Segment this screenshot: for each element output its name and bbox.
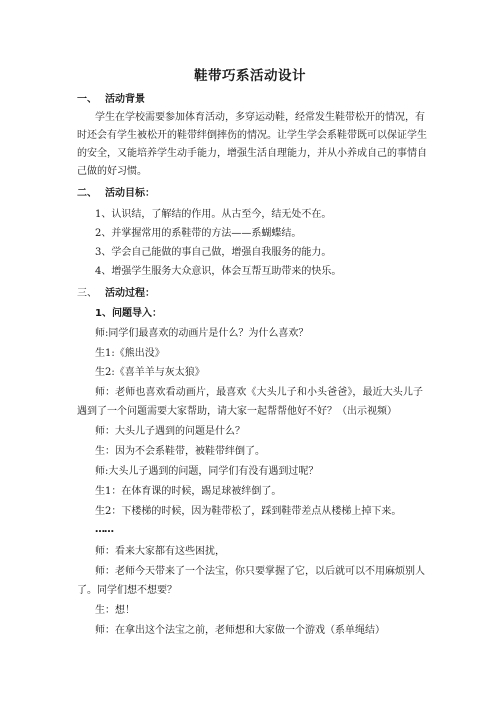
dialogue-line: 师：在拿出这个法宝之前，老师想和大家做一个游戏（系单绳结） [95,625,385,636]
paragraph-line: 时还会有学生被松开的鞋带绊倒摔伤的情况。让学生学会系鞋带既可以保证学生 [77,130,427,141]
section-number: 三、 [77,288,97,299]
section-number: 二、 [77,188,97,199]
section-title: 活动目标： [105,188,155,199]
sub-heading: 1、问题导入： [95,308,162,319]
dialogue-line: 师:大头儿子遇到的问题，同学们有没有遇到过呢？ [95,466,319,477]
paragraph-line: 学生在学校需要参加体育活动，多穿运动鞋，经常发生鞋带松开的情况，有 [95,112,425,123]
dialogue-line: 生2:《喜羊羊与灰太狼》 [95,367,205,378]
section-title: 活动过程： [105,288,155,299]
section-number: 一、 [77,94,97,105]
dialogue-line: 师：看来大家都有这些困扰， [95,546,225,557]
paragraph-line: 己做的好习惯。 [77,166,147,177]
dialogue-line: 生：想！ [95,605,135,616]
paragraph-line: 的安全，又能培养学生动手能力，增强生活自理能力，并从小养成自己的事情自 [77,148,427,159]
dialogue-line: 生：因为不会系鞋带，被鞋带绊倒了。 [95,446,265,457]
dialogue-line: 遇到了一个问题需要大家帮助，请大家一起帮帮他好不好？（出示视频） [77,406,397,417]
dialogue-line: 生1：在体育课的时候，踢足球被绊倒了。 [95,486,282,497]
dialogue-line: 师：老师也喜欢看动画片，最喜欢《大头儿子和小头爸爸》，最近大头儿子 [95,387,423,398]
dialogue-line: 了。同学们想不想要？ [77,585,177,596]
dialogue-line: 师：老师今天带来了一个法宝，你只要掌握了它，以后就可以不用麻烦别人 [95,566,425,577]
dialogue-line: 生1:《熊出没》 [95,348,165,359]
goal-item: 3、学会自己能做的事自己做，增强自我服务的能力。 [95,247,332,258]
goal-item: 4、增强学生服务大众意识，体会互帮互助带来的快乐。 [95,266,342,277]
section-title: 活动背景 [105,94,145,105]
ellipsis-line: …… [95,524,113,535]
goal-item: 1、认识结，了解结的作用。从古至今，结无处不在。 [95,209,332,220]
dialogue-line: 师:同学们最喜欢的动画片是什么？为什么喜欢？ [95,328,309,339]
dialogue-line: 生2：下楼梯的时候，因为鞋带松了，踩到鞋带差点从楼梯上掉下来。 [95,506,402,517]
document-title: 鞋带巧系活动设计 [194,68,306,84]
dialogue-line: 师：大头儿子遇到的问题是什么？ [95,426,245,437]
goal-item: 2、并掌握常用的系鞋带的方法——系蝴蝶结。 [95,228,302,239]
